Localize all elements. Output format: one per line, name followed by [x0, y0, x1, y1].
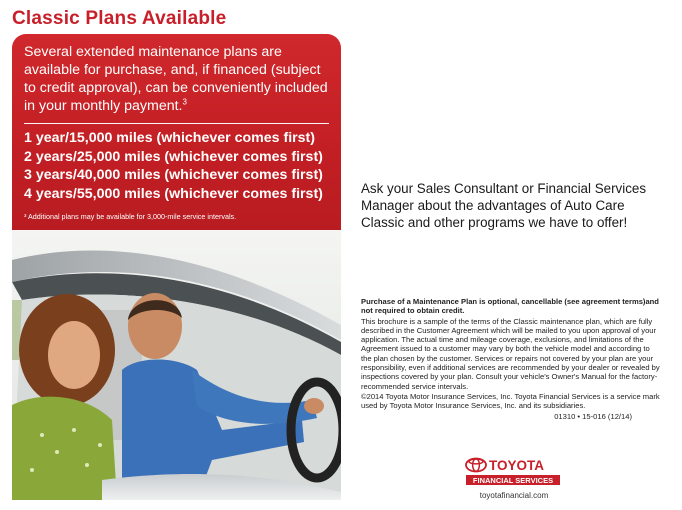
couple-in-car-photo — [12, 230, 341, 500]
plans-panel — [12, 34, 341, 230]
toyota-emblem-icon — [466, 459, 486, 472]
car-photo-illustration — [12, 230, 341, 500]
intro-text — [24, 43, 329, 115]
fine-print-body: This brochure is a sample of the terms of the Classic maintenance plan, which are fully described in the Customer Agreement which will be mailed to you upon approval of your application. The actual time and mileage coverage, exclusions, and limitations of the Agreement issued to a customer may vary by both the vehicle model and according to the plan chosen by the customer. Services or repairs not covered by your plan are your responsibility, even if additional services are recommended by your dealer or revealed by inspections covered by your plan. Consult your vehicle's Owner's Manual for the factory-recommended service intervals. — [361, 316, 660, 391]
plan-item: 3 years/40,000 miles (whichever comes first) — [24, 167, 323, 183]
call-to-action-text: Ask your Sales Consultant or Financial Services Manager about the advantages of Auto Care Classic and other programs we have to offer! — [361, 181, 647, 230]
fine-print — [361, 297, 661, 422]
footnote-marker: 3 — [182, 97, 187, 107]
financial-services-label: FINANCIAL SERVICES — [472, 476, 554, 485]
document-code: 01310 • 15-016 (12/14) — [554, 411, 632, 421]
intro-body: Several extended maintenance plans are available for purchase, and, if financed (subject to credit approval), can be conveniently included in your monthly payment. — [24, 44, 328, 114]
toyota-wordmark: TOYOTA — [489, 458, 545, 473]
website-link[interactable]: toyotafinancial.com — [479, 491, 549, 500]
plan-list — [24, 129, 329, 203]
plan-item: 4 years/55,000 miles (whichever comes first) — [24, 185, 323, 202]
page-title: Classic Plans Available — [12, 8, 227, 29]
plan-item: 1 year/15,000 miles (whichever comes first) — [24, 130, 316, 146]
fine-print-disclaimer: Purchase of a Maintenance Plan is optional, cancellable (see agreement terms)and not required to obtain credit. — [361, 297, 659, 316]
divider — [24, 123, 329, 124]
footnote: ³ Additional plans may be available for 3,000-mile service intervals. — [24, 212, 237, 221]
toyota-financial-logo — [465, 455, 561, 487]
plan-item: 2 years/25,000 miles (whichever comes first) — [24, 148, 323, 165]
fine-print-copyright: ©2014 Toyota Motor Insurance Services, Inc. Toyota Financial Services is a service mark used by Toyota Motor Insurance Services, Inc. and its subsidiaries. — [361, 391, 660, 411]
